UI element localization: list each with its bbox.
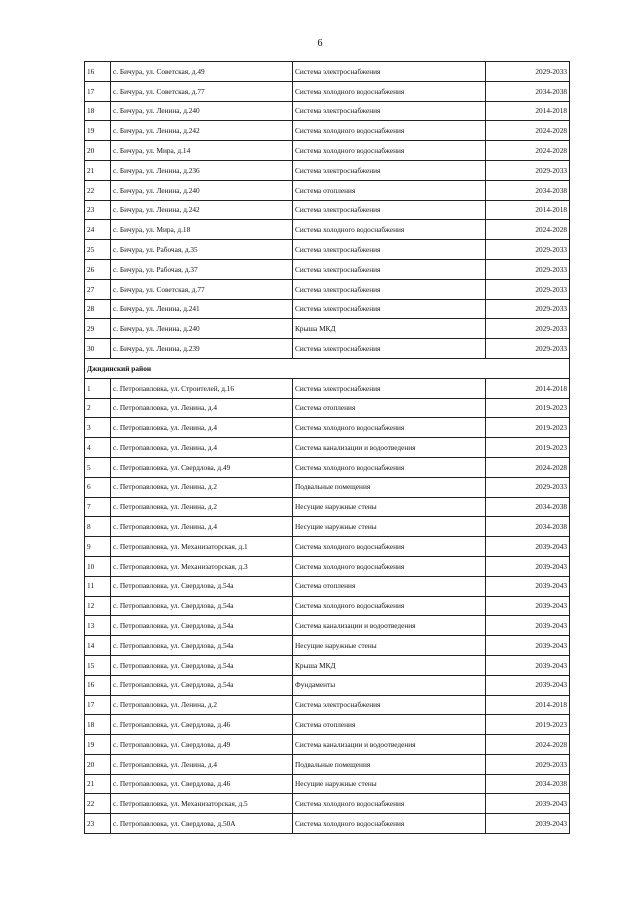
row-system: Система холодного водоснабжения	[293, 141, 486, 161]
row-period: 2034-2038	[486, 774, 570, 794]
row-address: с. Петропавловка, ул. Свердлова, д.54а	[111, 596, 293, 616]
table-row	[85, 675, 570, 695]
row-address: с. Петропавловка, ул. Свердлова, д.54а	[111, 655, 293, 675]
row-period: 2014-2018	[486, 101, 570, 121]
row-number: 11	[85, 576, 111, 596]
row-system: Подвальные помещения	[293, 754, 486, 774]
row-system: Система холодного водоснабжения	[293, 220, 486, 240]
row-period: 2019-2023	[486, 398, 570, 418]
section-row	[85, 358, 570, 378]
row-number: 20	[85, 754, 111, 774]
row-address: с. Бичура, ул. Рабочая, д.37	[111, 259, 293, 279]
row-period: 2034-2038	[486, 497, 570, 517]
row-system: Система электроснабжения	[293, 339, 486, 359]
row-period: 2034-2038	[486, 81, 570, 101]
table-row	[85, 814, 570, 834]
row-number: 2	[85, 398, 111, 418]
table-row	[85, 596, 570, 616]
row-address: с. Бичура, ул. Ленина, д.239	[111, 339, 293, 359]
row-system: Система холодного водоснабжения	[293, 596, 486, 616]
row-period: 2024-2028	[486, 121, 570, 141]
row-system: Система электроснабжения	[293, 695, 486, 715]
table-row	[85, 62, 570, 82]
row-number: 30	[85, 339, 111, 359]
table-row	[85, 378, 570, 398]
row-period: 2034-2038	[486, 517, 570, 537]
row-address: с. Бичура, ул. Ленина, д.240	[111, 180, 293, 200]
row-period: 2029-2033	[486, 477, 570, 497]
table-row	[85, 339, 570, 359]
row-number: 23	[85, 814, 111, 834]
row-period: 2014-2018	[486, 695, 570, 715]
table-row	[85, 497, 570, 517]
row-period: 2039-2043	[486, 616, 570, 636]
row-system: Фундаменты	[293, 675, 486, 695]
row-number: 27	[85, 279, 111, 299]
table-row	[85, 418, 570, 438]
row-system: Система электроснабжения	[293, 101, 486, 121]
table-row	[85, 398, 570, 418]
row-address: с. Бичура, ул. Советская, д.49	[111, 62, 293, 82]
table-row	[85, 141, 570, 161]
row-number: 19	[85, 121, 111, 141]
row-address: с. Петропавловка, ул. Ленина, д.4	[111, 398, 293, 418]
row-address: с. Петропавловка, ул. Ленина, д.2	[111, 695, 293, 715]
row-number: 22	[85, 180, 111, 200]
row-system: Система холодного водоснабжения	[293, 537, 486, 557]
row-system: Система электроснабжения	[293, 299, 486, 319]
row-number: 24	[85, 220, 111, 240]
row-system: Система отопления	[293, 576, 486, 596]
row-number: 21	[85, 774, 111, 794]
row-address: с. Бичура, ул. Мира, д.18	[111, 220, 293, 240]
row-number: 16	[85, 675, 111, 695]
row-number: 8	[85, 517, 111, 537]
row-system: Крыша МКД	[293, 655, 486, 675]
table-row	[85, 457, 570, 477]
row-number: 17	[85, 695, 111, 715]
table-row	[85, 735, 570, 755]
row-number: 23	[85, 200, 111, 220]
row-system: Система электроснабжения	[293, 240, 486, 260]
row-address: с. Бичура, ул. Мира, д.14	[111, 141, 293, 161]
table-row	[85, 636, 570, 656]
row-address: с. Петропавловка, ул. Строителей, д.16	[111, 378, 293, 398]
row-number: 1	[85, 378, 111, 398]
row-system: Система холодного водоснабжения	[293, 556, 486, 576]
row-address: с. Бичура, ул. Рабочая, д.35	[111, 240, 293, 260]
row-number: 21	[85, 160, 111, 180]
table-row	[85, 576, 570, 596]
row-period: 2029-2033	[486, 259, 570, 279]
row-system: Система холодного водоснабжения	[293, 121, 486, 141]
row-number: 16	[85, 62, 111, 82]
row-number: 13	[85, 616, 111, 636]
row-period: 2029-2033	[486, 299, 570, 319]
row-number: 17	[85, 81, 111, 101]
row-system: Несущие наружные стены	[293, 774, 486, 794]
row-system: Система отопления	[293, 398, 486, 418]
table-row	[85, 477, 570, 497]
table-row	[85, 794, 570, 814]
table-row	[85, 259, 570, 279]
row-system: Система канализации и водоотведения	[293, 438, 486, 458]
row-system: Система холодного водоснабжения	[293, 794, 486, 814]
table-row	[85, 299, 570, 319]
row-address: с. Петропавловка, ул. Свердлова, д.54а	[111, 576, 293, 596]
row-number: 7	[85, 497, 111, 517]
table-row	[85, 438, 570, 458]
row-address: с. Петропавловка, ул. Ленина, д.4	[111, 418, 293, 438]
row-number: 25	[85, 240, 111, 260]
row-address: с. Петропавловка, ул. Механизаторская, д.3	[111, 556, 293, 576]
row-number: 4	[85, 438, 111, 458]
row-address: с. Бичура, ул. Ленина, д.242	[111, 121, 293, 141]
row-address: с. Бичура, ул. Ленина, д.241	[111, 299, 293, 319]
row-address: с. Бичура, ул. Ленина, д.240	[111, 101, 293, 121]
row-address: с. Бичура, ул. Советская, д.77	[111, 279, 293, 299]
row-period: 2029-2033	[486, 62, 570, 82]
row-number: 12	[85, 596, 111, 616]
row-system: Система электроснабжения	[293, 378, 486, 398]
row-address: с. Бичура, ул. Ленина, д.236	[111, 160, 293, 180]
row-address: с. Петропавловка, ул. Ленина, д.4	[111, 438, 293, 458]
table-row	[85, 200, 570, 220]
row-period: 2029-2033	[486, 319, 570, 339]
row-period: 2019-2023	[486, 715, 570, 735]
table-body	[85, 62, 570, 834]
table-row	[85, 616, 570, 636]
row-period: 2039-2043	[486, 556, 570, 576]
row-address: с. Петропавловка, ул. Свердлова, д.54а	[111, 675, 293, 695]
row-number: 15	[85, 655, 111, 675]
row-period: 2039-2043	[486, 636, 570, 656]
row-number: 5	[85, 457, 111, 477]
table-row	[85, 754, 570, 774]
row-system: Система электроснабжения	[293, 160, 486, 180]
row-address: с. Петропавловка, ул. Свердлова, д.49	[111, 735, 293, 755]
row-system: Система электроснабжения	[293, 279, 486, 299]
row-number: 3	[85, 418, 111, 438]
row-system: Система холодного водоснабжения	[293, 418, 486, 438]
row-period: 2014-2018	[486, 200, 570, 220]
row-period: 2039-2043	[486, 655, 570, 675]
row-number: 28	[85, 299, 111, 319]
row-system: Несущие наружные стены	[293, 517, 486, 537]
row-system: Система холодного водоснабжения	[293, 457, 486, 477]
row-address: с. Петропавловка, ул. Свердлова, д.50А	[111, 814, 293, 834]
row-address: с. Петропавловка, ул. Механизаторская, д.5	[111, 794, 293, 814]
row-system: Система холодного водоснабжения	[293, 81, 486, 101]
row-number: 20	[85, 141, 111, 161]
row-system: Система отопления	[293, 715, 486, 735]
row-system: Система электроснабжения	[293, 200, 486, 220]
row-number: 29	[85, 319, 111, 339]
row-system: Система электроснабжения	[293, 62, 486, 82]
table-row	[85, 240, 570, 260]
row-period: 2024-2028	[486, 457, 570, 477]
row-number: 6	[85, 477, 111, 497]
row-period: 2029-2033	[486, 160, 570, 180]
row-address: с. Бичура, ул. Ленина, д.242	[111, 200, 293, 220]
row-address: с. Петропавловка, ул. Свердлова, д.54а	[111, 616, 293, 636]
table-row	[85, 180, 570, 200]
table-row	[85, 319, 570, 339]
row-period: 2019-2023	[486, 438, 570, 458]
row-period: 2029-2033	[486, 240, 570, 260]
row-address: с. Петропавловка, ул. Механизаторская, д.1	[111, 537, 293, 557]
row-system: Система канализации и водоотведения	[293, 735, 486, 755]
row-address: с. Петропавловка, ул. Свердлова, д.46	[111, 715, 293, 735]
row-system: Несущие наружные стены	[293, 497, 486, 517]
row-address: с. Бичура, ул. Ленина, д.240	[111, 319, 293, 339]
table-row	[85, 774, 570, 794]
table-row	[85, 81, 570, 101]
table-row	[85, 715, 570, 735]
table-row	[85, 121, 570, 141]
row-period: 2019-2023	[486, 418, 570, 438]
row-period: 2024-2028	[486, 220, 570, 240]
row-address: с. Петропавловка, ул. Ленина, д.4	[111, 754, 293, 774]
row-system: Подвальные помещения	[293, 477, 486, 497]
row-address: с. Бичура, ул. Советская, д.77	[111, 81, 293, 101]
table-row	[85, 279, 570, 299]
row-address: с. Петропавловка, ул. Ленина, д.2	[111, 497, 293, 517]
table-row	[85, 655, 570, 675]
row-period: 2029-2033	[486, 339, 570, 359]
page-number: 6	[317, 38, 323, 49]
row-period: 2039-2043	[486, 794, 570, 814]
row-period: 2029-2033	[486, 754, 570, 774]
row-number: 26	[85, 259, 111, 279]
row-address: с. Петропавловка, ул. Свердлова, д.54а	[111, 636, 293, 656]
row-period: 2034-2038	[486, 180, 570, 200]
row-number: 18	[85, 715, 111, 735]
table-row	[85, 556, 570, 576]
row-period: 2014-2018	[486, 378, 570, 398]
table-row	[85, 695, 570, 715]
table-row	[85, 220, 570, 240]
row-system: Система электроснабжения	[293, 259, 486, 279]
row-number: 18	[85, 101, 111, 121]
row-period: 2039-2043	[486, 576, 570, 596]
row-address: с. Петропавловка, ул. Ленина, д.4	[111, 517, 293, 537]
row-number: 10	[85, 556, 111, 576]
section-title: Джидинский район	[85, 358, 570, 378]
row-address: с. Петропавловка, ул. Свердлова, д.46	[111, 774, 293, 794]
row-system: Крыша МКД	[293, 319, 486, 339]
row-period: 2039-2043	[486, 675, 570, 695]
row-number: 9	[85, 537, 111, 557]
row-address: с. Петропавловка, ул. Ленина, д.2	[111, 477, 293, 497]
row-period: 2024-2028	[486, 141, 570, 161]
row-number: 14	[85, 636, 111, 656]
repair-schedule-table	[84, 61, 570, 834]
table-row	[85, 101, 570, 121]
table-row	[85, 160, 570, 180]
table-row	[85, 537, 570, 557]
row-period: 2039-2043	[486, 814, 570, 834]
row-address: с. Петропавловка, ул. Свердлова, д.49	[111, 457, 293, 477]
row-system: Система холодного водоснабжения	[293, 814, 486, 834]
row-period: 2029-2033	[486, 279, 570, 299]
row-system: Несущие наружные стены	[293, 636, 486, 656]
row-system: Система канализации и водоотведения	[293, 616, 486, 636]
row-period: 2039-2043	[486, 537, 570, 557]
row-number: 19	[85, 735, 111, 755]
row-system: Система отопления	[293, 180, 486, 200]
row-period: 2039-2043	[486, 596, 570, 616]
table-row	[85, 517, 570, 537]
row-period: 2024-2028	[486, 735, 570, 755]
row-number: 22	[85, 794, 111, 814]
